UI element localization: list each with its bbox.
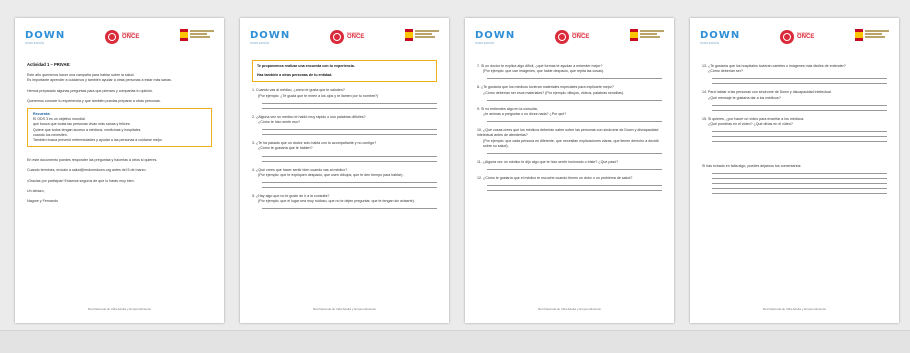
question-text: 1. Cuando vas al médico, ¿cómo te gusta que te saluden? [252, 88, 345, 93]
answer-line[interactable] [262, 156, 437, 157]
page-footer: Red Nacional de Vida Adulta y Emprendimiento [762, 307, 827, 311]
flag-icon [630, 29, 638, 41]
government-logo [855, 29, 889, 45]
reminder-line: que busca que todas las personas vivan más sanas y felices. [33, 122, 131, 127]
question-hint: (Por ejemplo: ¿Te gusta que te miren a los ojos y te llamen por tu nombre?) [258, 93, 379, 98]
page-header: DOWN DOWN ESPAÑA Fundación ONCE [25, 28, 214, 50]
government-logo [630, 29, 664, 45]
reminder-box [27, 108, 212, 147]
page-header: DOWN DOWN ESPAÑA Fundación ONCE [700, 28, 889, 50]
paragraph: Hemos preparado algunas preguntas para que pienses y compartas tu opinión. [27, 88, 154, 93]
page-3 [465, 18, 674, 323]
flag-icon [405, 29, 413, 41]
answer-line[interactable] [712, 136, 887, 137]
question-item [252, 115, 437, 135]
down-logo-subtitle: DOWN ESPAÑA [25, 42, 45, 45]
question-item [702, 64, 887, 84]
question-text: 12. ¿Cómo te gustaría que el médico te escuche cuando tienes un dolor o un problema de salud? [477, 176, 633, 181]
down-logo: DOWN [700, 30, 741, 41]
answer-line[interactable] [487, 100, 662, 101]
closing-text: Si has echado en falta algo, puedes dejarnos tus comentarios: [702, 164, 802, 169]
down-logo-subtitle: DOWN ESPAÑA [700, 42, 720, 45]
answer-line[interactable] [487, 121, 662, 122]
reminder-title: Recuerda: [33, 112, 51, 117]
question-hint: (Por ejemplo: que cada persona es diferente, que necesitan explicaciones claras, que tienen derecho a decidir sobre su salud). [483, 138, 659, 148]
answer-line[interactable] [712, 110, 887, 111]
down-logo-subtitle: DOWN ESPAÑA [250, 42, 270, 45]
reminder-line: cuando los necesiten. [33, 132, 68, 137]
paragraph: Un abrazo, [27, 188, 45, 193]
question-hint: ¿Cómo deberían ser? [708, 69, 743, 74]
question-item [477, 160, 662, 170]
down-logo-subtitle: DOWN ESPAÑA [475, 42, 495, 45]
reminder-line: El ODS 3 es un objetivo mundial [33, 117, 85, 122]
activity-title: Actividad 1 – PRIVAE: [27, 62, 71, 67]
answer-line[interactable] [712, 173, 887, 174]
question-text: 5. ¿Hay algo que no te guste de ir a la consulta? [252, 194, 330, 199]
question-hint: ¿te animas a preguntar o no dices nada? ¿Por qué? [483, 112, 567, 117]
page-footer: Red Nacional de Vida Adulta y Emprendimiento [537, 307, 602, 311]
down-logo: DOWN [25, 30, 66, 41]
answer-line[interactable] [262, 103, 437, 104]
question-hint: ¿Cómo te gustaría que te hablen? [258, 146, 313, 151]
question-item [477, 85, 662, 100]
intro-text: Te proponemos realizar una encuesta con tu experiencia. [257, 64, 355, 68]
question-hint: (Por ejemplo: que el lugar sea muy ruidoso, que no te dejen preguntar, que te tengan sin avisarte). [258, 199, 415, 204]
question-text: 4. ¿Qué crees que hacer sentir bien cuando vas al médico? [252, 167, 348, 172]
government-logo [180, 29, 214, 45]
once-circle-icon [780, 30, 794, 44]
answer-line[interactable] [262, 208, 437, 209]
question-item [252, 141, 437, 161]
flag-icon [180, 29, 188, 41]
paragraph: Cuando termines, envíalo a salud@endonedown.org antes del 5 de marzo. [27, 168, 147, 173]
question-hint: ¿Cómo deberían ser esos materiales? (Por ejemplo: dibujos, videos, palabras sencillas). [483, 90, 625, 95]
question-item [477, 64, 662, 79]
answer-line[interactable] [712, 83, 887, 84]
answer-line[interactable] [487, 190, 662, 191]
page-footer: Red Nacional de Vida Adulta y Emprendimiento [312, 307, 377, 311]
question-hint: (Por ejemplo: que te expliquen despacio, que usen dibujos, que te den tiempo para hablar). [258, 172, 404, 177]
flag-icon [855, 29, 863, 41]
question-text: 2. ¿Alguna vez un médico te habló muy rápido o usó palabras difíciles? [252, 114, 366, 119]
answer-line[interactable] [262, 129, 437, 130]
question-item [702, 117, 887, 142]
question-item [252, 194, 437, 209]
answer-line[interactable] [712, 178, 887, 179]
paragraph: ¡Gracias por participar! Estamos seguros de que lo harás muy bien. [27, 178, 135, 183]
question-hint: ¿Cómo te hizo sentir eso? [258, 120, 300, 125]
question-text: 15. Si quieres, ¿por hacer un vídeo para enseñar a los médicos. [702, 116, 805, 121]
once-circle-icon [330, 30, 344, 44]
question-text: 14. Para hablar a las personas con síndrome de Down y discapacidad intelectual. [702, 90, 832, 95]
answer-line[interactable] [262, 187, 437, 188]
answer-line[interactable] [712, 183, 887, 184]
question-text: 9. Si no entiendes algo en la consulta, [477, 106, 538, 111]
answer-line[interactable] [262, 134, 437, 135]
answer-line[interactable] [487, 153, 662, 154]
question-item [702, 90, 887, 110]
down-logo: DOWN [250, 30, 291, 41]
page-2 [240, 18, 449, 323]
page-footer: Red Nacional de Vida Adulta y Emprendimiento [87, 307, 152, 311]
answer-line[interactable] [487, 78, 662, 79]
question-hint: (Por ejemplo: que use imágenes, que hable despacio, que repita las cosas). [483, 69, 605, 74]
reminder-line: También busca prevenir enfermedades y ayudar a las personas a cuidarse mejor. [33, 138, 163, 143]
paragraph: En este documento puedes responder las preguntas y hacerlas a otros si quieres. [27, 158, 158, 163]
paragraph: Queremos conocer tu experiencia y que también puedas preparar a otras personas. [27, 98, 161, 103]
question-item [252, 88, 437, 108]
reminder-line: Quiere que todos tengan acceso a médicos, medicinas y hospitales [33, 127, 141, 132]
question-item [477, 176, 662, 191]
question-text: 11. ¿Alguna vez un médico te dijo algo que te hizo sentir incómodo o triste? ¿Qué pasó? [477, 160, 619, 165]
question-item [477, 128, 662, 154]
government-logo [405, 29, 439, 45]
paragraph: Es importante aprender a cuidarnos y también ayudar a otras personas a estar más sanas. [27, 78, 172, 83]
paragraph: Este año queremos hacer una campaña para hablar sobre la salud. [27, 73, 135, 78]
page-header: DOWN DOWN ESPAÑA Fundación ONCE [475, 28, 664, 50]
question-text: 13. ¿Te gustaría que los hospitales tuvieran carteles o imágenes más fáciles de entender? [702, 64, 846, 68]
question-text: 8. ¿Te gustaría que los médicos tuvieran materiales especiales para explicarte mejor? [477, 85, 614, 90]
question-hint: ¿Qué mensaje te gustaría dar a los médicos? [708, 95, 781, 100]
answer-line[interactable] [712, 193, 887, 194]
once-circle-icon [555, 30, 569, 44]
answer-line[interactable] [262, 161, 437, 162]
question-text: 7. Si un doctor te explica algo difícil, ¿qué formas te ayudan a entender mejor? [477, 64, 603, 68]
once-circle-icon [105, 30, 119, 44]
question-item [477, 107, 662, 122]
answer-line[interactable] [487, 185, 662, 186]
question-hint: ¿Qué pondrías en el vídeo? ¿Qué dirías en el vídeo? [708, 122, 793, 127]
intro-box [252, 60, 437, 82]
answer-line[interactable] [262, 108, 437, 109]
question-text: 10. ¿Qué cosas crees que los médicos deberían saber sobre las personas con síndrome de Down y discapacidad intelectual antes de atenderlas? [477, 128, 659, 138]
signature: Nagore y Fernando [27, 199, 58, 204]
answer-line[interactable] [712, 78, 887, 79]
down-logo: DOWN [475, 30, 516, 41]
page-1 [15, 18, 224, 323]
question-item [252, 168, 437, 188]
question-text: 3. ¿Te ha pasado que un doctor solo habla con tu acompañante y no contigo? [252, 141, 377, 146]
answer-line[interactable] [487, 169, 662, 170]
intro-text: Haz también a otras personas de tu entidad. [257, 73, 333, 78]
page-header: DOWN DOWN ESPAÑA Fundación ONCE [250, 28, 439, 50]
answer-line[interactable] [712, 105, 887, 106]
answer-line[interactable] [712, 188, 887, 189]
viewer-bottom-bar [0, 330, 910, 353]
page-4 [690, 18, 899, 323]
answer-line[interactable] [712, 131, 887, 132]
answer-line[interactable] [262, 182, 437, 183]
